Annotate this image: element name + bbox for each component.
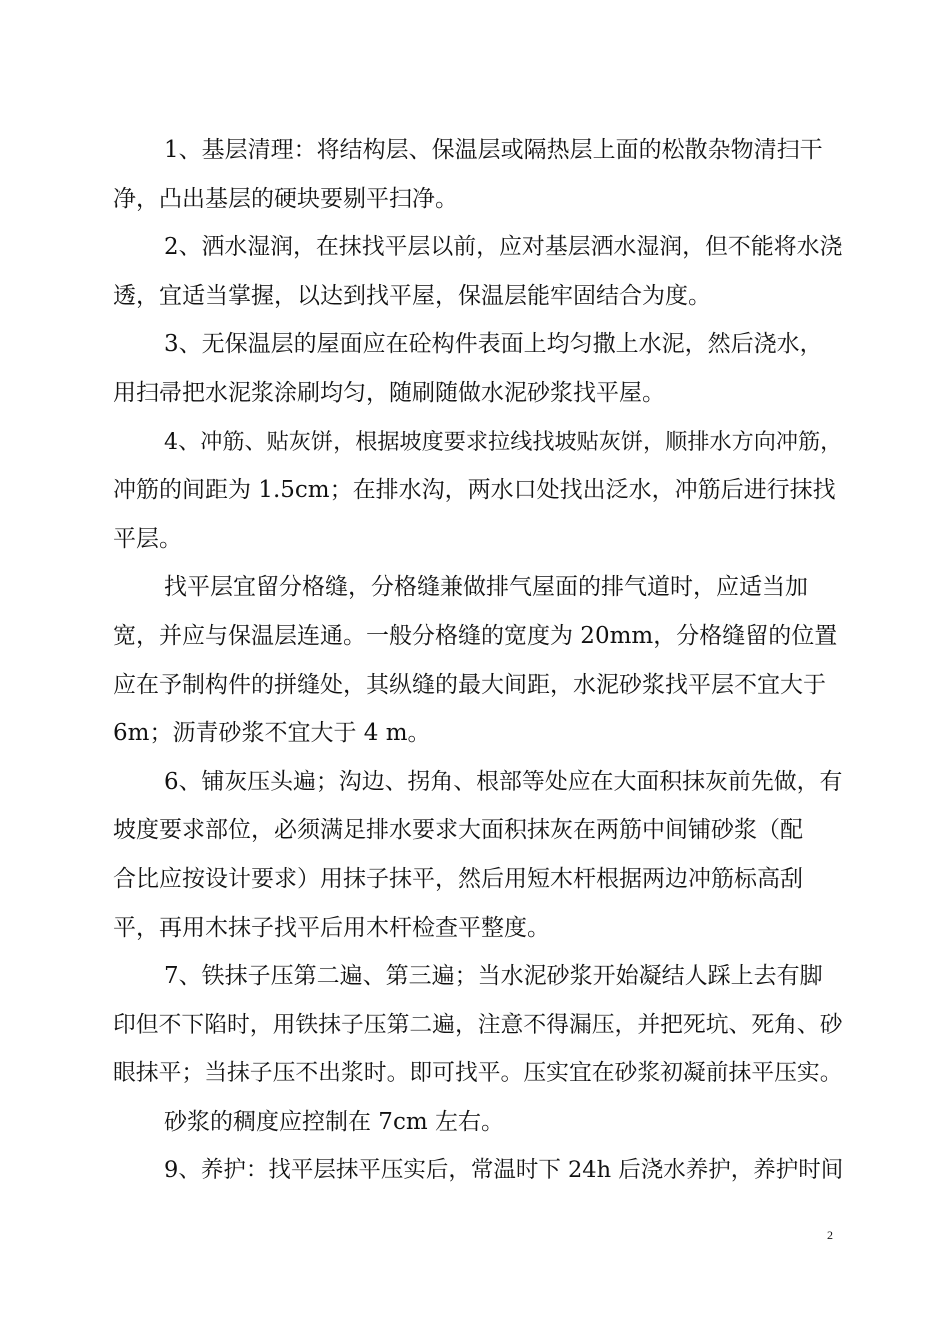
text-line: 6m；沥青砂浆不宜大于 4 m。 — [113, 720, 431, 747]
body-text — [113, 126, 843, 1195]
text-line: 应在予制构件的拼缝处，其纵缝的最大间距，水泥砂浆找平层不宜大于 — [113, 671, 826, 698]
text-line: 4、冲筋、贴灰饼，根据坡度要求拉线找坡贴灰饼，顺排水方向冲筋， — [164, 428, 843, 455]
text-line: 眼抹平；当抹子压不出浆时。即可找平。压实宜在砂浆初凝前抹平压实。 — [113, 1060, 843, 1087]
page-number: 2 — [827, 1228, 833, 1242]
text-line: 平层。 — [113, 525, 182, 552]
text-line: 找平层宜留分格缝，分格缝兼做排气屋面的排气道时，应适当加 — [164, 574, 808, 601]
text-line: 1、基层清理：将结构层、保温层或隔热层上面的松散杂物清扫干 — [164, 137, 823, 163]
text-line: 砂浆的稠度应控制在 7cm 左右。 — [164, 1108, 504, 1135]
text-line: 印但不下陷时，用铁抹子压第二遍，注意不得漏压，并把死坑、死角、砂 — [113, 1011, 843, 1038]
text-line: 3、无保温层的屋面应在砼构件表面上均匀撒上水泥，然后浇水， — [164, 331, 823, 358]
text-line: 9、养护：找平层抹平压实后，常温时下 24h 后浇水养护，养护时间 — [164, 1157, 843, 1184]
text-line: 冲筋的间距为 1.5cm；在排水沟，两水口处找出泛水，冲筋后进行抹找 — [113, 477, 836, 504]
text-line: 透，宜适当掌握，以达到找平屋，保温层能牢固结合为度。 — [113, 282, 711, 309]
text-line: 平，再用木抹子找平后用木杆检查平整度。 — [113, 914, 550, 941]
text-line: 2、洒水湿润，在抹找平层以前，应对基层洒水湿润，但不能将水浇 — [164, 234, 843, 261]
text-line: 合比应按设计要求）用抹子抹平，然后用短木杆根据两边冲筋标高刮 — [113, 865, 803, 892]
text-line: 6、铺灰压头遍；沟边、拐角、根部等处应在大面积抹灰前先做，有 — [164, 768, 843, 795]
text-line: 坡度要求部位，必须满足排水要求大面积抹灰在两筋中间铺砂浆（配 — [113, 817, 803, 844]
text-line: 净，凸出基层的硬块要剔平扫净。 — [113, 185, 458, 212]
text-line: 7、铁抹子压第二遍、第三遍；当水泥砂浆开始凝结人踩上去有脚 — [164, 963, 823, 990]
text-line: 宽，并应与保温层连通。一般分格缝的宽度为 20mm，分格缝留的位置 — [113, 622, 838, 649]
text-line: 用扫帚把水泥浆涂刷均匀，随刷随做水泥砂浆找平屋。 — [113, 379, 665, 406]
